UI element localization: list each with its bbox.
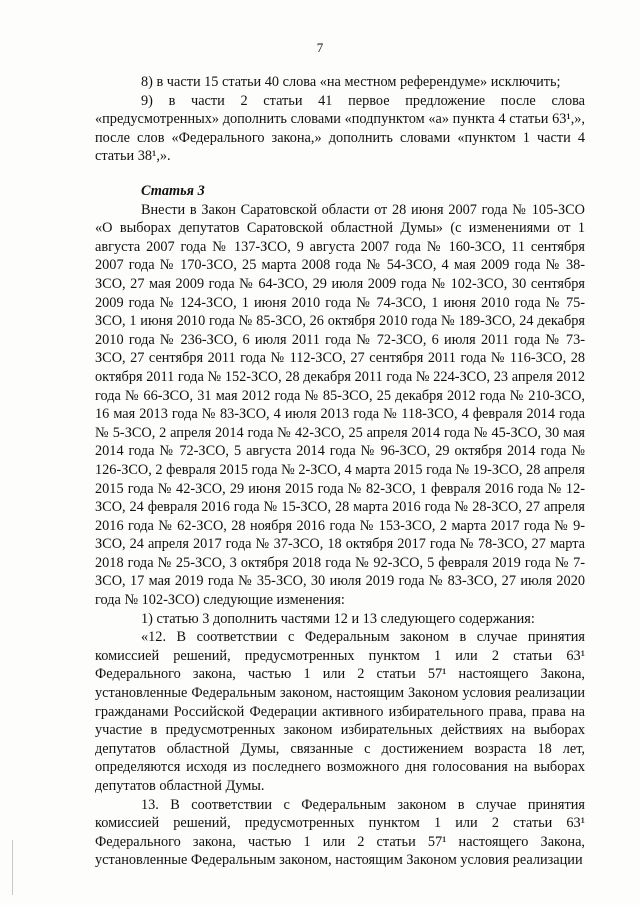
article-intro: Внести в Закон Саратовской области от 28 июня 2007 года № 105-ЗСО «О выборах депутатов Саратовской областной Думы» (с изменениями от 1 августа 2007 года № 137-ЗСО, 9 августа 2007 года № 160-ЗСО, 11 сентября 2007 года № 170-ЗСО, 25 марта 2008 года № 54-ЗСО, 4 мая 2009 года № 38-ЗСО, 27 мая 2009 года № 64-ЗСО, 29 июля 2009 года № 102-ЗСО, 30 сентября 2009 года № 124-ЗСО, 1 июня 2010 года № 74-ЗСО, 1 июня 2010 года № 75-ЗСО, 1 июня 2010 года № 85-ЗСО, 26 октября 2010 года № 189-ЗСО, 24 декабря 2010 года № 236-ЗСО, 6 июля 2011 года № 72-ЗСО, 6 июля 2011 года № 73-ЗСО, 27 сентября 2011 года № 112-ЗСО, 27 сентября 2011 года № 116-ЗСО, 28 октября 2011 года № 152-ЗСО, 28 декабря 2011 года № 224-ЗСО, 23 апреля 2012 года № 66-ЗСО, 31 мая 2012 года № 85-ЗСО, 25 декабря 2012 года № 210-ЗСО, 16 мая 2013 года № 83-ЗСО, 4 июля 2013 года № 118-ЗСО, 4 февраля 2014 года № 5-ЗСО, 2 апреля 2014 года № 42-ЗСО, 25 апреля 2014 года № 45-ЗСО, 30 мая 2014 года № 72-ЗСО, 5 августа 2014 года № 96-ЗСО, 29 октября 2014 года № 126-ЗСО, 2 февраля 2015 года № 2-ЗСО, 4 марта 2015 года № 19-ЗСО, 28 апреля 2015 года № 42-ЗСО, 29 июня 2015 года № 82-ЗСО, 1 февраля 2016 года № 12-ЗСО, 24 февраля 2016 года № 15-ЗСО, 28 марта 2016 года № 28-ЗСО, 27 апреля 2016 года № 62-ЗСО, 28 ноября 2016 года № 153-ЗСО, 2 марта 2017 года № 9-ЗСО, 24 апреля 2017 года № 37-ЗСО, 18 октября 2017 года № 78-ЗСО, 27 марта 2018 года № 25-ЗСО, 3 октября 2018 года № 92-ЗСО, 5 февраля 2019 года № 7-ЗСО, 17 мая 2019 года № 35-ЗСО, 30 июля 2019 года № 83-ЗСО, 27 июля 2020 года № 102-ЗСО) следующие изменения: xyxy=(95,201,585,609)
item-8: 8) в части 15 статьи 40 слова «на местном референдуме» исключить; xyxy=(141,74,561,90)
part-12: «12. В соответствии с Федеральным законом в случае принятия комиссией решений, предусмотренных пунктом 1 или 2 статьи 63¹ Федерального закона, частью 1 или 2 статьи 57¹ настоящего Закона, установленные Федеральным законом, настоящим Законом условия реализации гражданами Российской Федерации активного избирательного права, права на участие в предусмотренных законом избирательных действиях на выборах депутатов областной Думы, связанные с достижением возраста 18 лет, определяются исходя из последнего возможного дня голосования на выборах депутатов областной Думы. xyxy=(95,629,585,794)
point-1: 1) статью 3 дополнить частями 12 и 13 следующего содержания: xyxy=(141,610,535,627)
page-number: 7 xyxy=(316,40,324,55)
item-9: 9) в части 2 статьи 41 первое предложение после слова «предусмотренных» дополнить словами «подпунктом «а» пункта 4 статьи 63¹,», после слов «Федерального закона,» дополнить словами «пунктом 1 части 4 статьи 38¹,». xyxy=(95,92,585,165)
scan-edge-mark xyxy=(12,840,13,895)
part-13: 13. В соответствии с Федеральным законом в случае принятия комиссией решений, предусмотренных пунктом 1 или 2 статьи 63¹ Федерального закона, частью 1 или 2 статьи 57¹ настоящего Закона, установленные Федеральным законом, настоящим Законом условия реализации xyxy=(95,796,585,869)
amendment-items xyxy=(95,73,585,166)
article-3 xyxy=(95,182,585,870)
article-title: Статья 3 xyxy=(141,183,205,199)
